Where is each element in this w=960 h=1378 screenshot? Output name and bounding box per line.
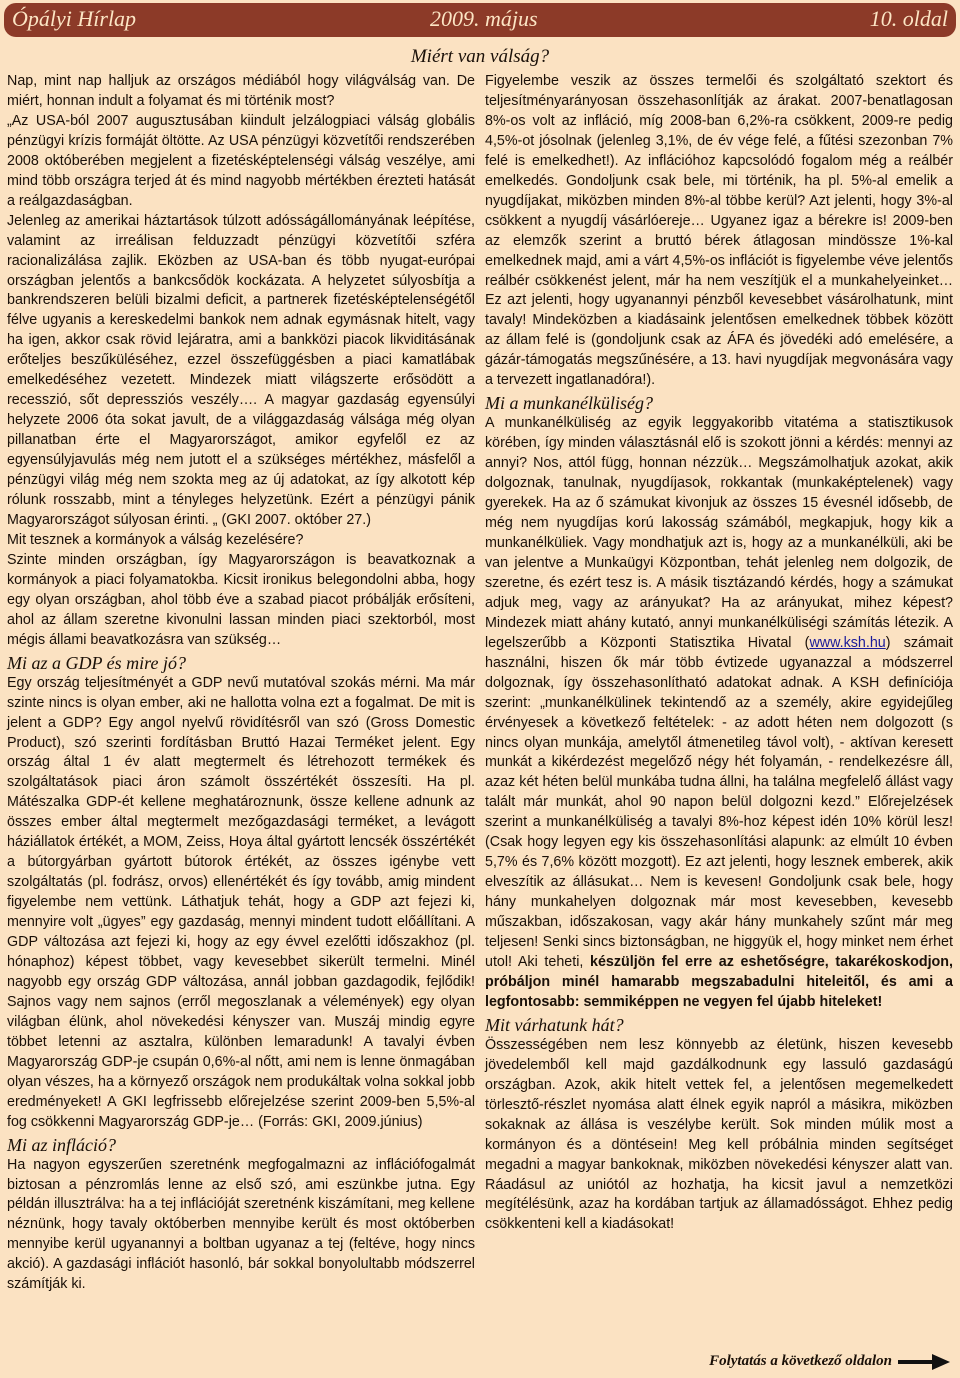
left-column <box>7 72 475 1295</box>
paragraph-question: Mit tesznek a kormányok a válság kezelésére? <box>7 531 304 548</box>
paragraph-governments: Szinte minden országban, így Magyarországon is beavatkoznak a kormányok a piaci folyamatokba. Kicsit ironikus belegondolni abba, hogy egy olyan országban, ahol több éve a szabad piacot próbálják erősíteni, ahol az állam szeretne kivonulni lassan minden piaci szektorból, most mégis állami beavatkozásra van szükség… <box>7 551 475 648</box>
unemployment-text-a: A munkanélküliség az egyik leggyakoribb vitatéma a statisztikusok körében, így minden választásnál elő is szokott jönni a kérdés: mennyi az annyi? Nos, attól függ, honnan nézzük… Megszámolhatjuk azokat, akik dolgoznak, tanulnak, nyugdíjasok, rokkantak (munkaképtelenek) vagy gyerekek. Ha az ő számukat kivonjuk az összes 15 évesnél idősebb, de még nem nyugdíjas korú lakosság számából, megkapjuk, hogy kik a munkanélküliek. Vagy mondhatjuk azt is, hogy az a munkanélküli, aki be van jelentve a Munkaügyi Központban, tehát jelenleg nem dolgozik, de szeretne, és ezért tesz is. A másik tisztázandó kérdés, hogy a számukat adjuk meg, vagy az arányukat? Ha az arányukat, mihez képest? Mindezek miatt ahány kutató, annyi munkanélküliségi számítás létezik. A legelszerűbb a Központi Statisztika Hivatal ( <box>485 415 953 651</box>
paragraph-unemployment <box>485 414 953 1013</box>
paragraph-intro: Nap, mint nap halljuk az országos médiából hogy világválság van. De miért, honnan indult a folyamat és mi történik most? <box>7 73 475 109</box>
right-column <box>485 72 953 1235</box>
heading-unemployment: Mi a munkanélküliség? <box>485 393 653 414</box>
issue-date: 2009. május <box>430 6 538 31</box>
heading-inflation: Mi az infláció? <box>7 1134 116 1155</box>
paragraph-inflation: Ha nagyon egyszerűen szeretnénk megfogalmazni az inflációfogalmát biztosan a pénzromlás lenne az első szó, ami eszünkbe jutna. Egy példán illusztrálva: ha a tej inflációját szeretnénk kiszámítani, meg kellene néznünk, hogy tavaly októberben mennyibe került és most októberben mennyibe kerül ugyanannyi a boltban ugyanaz a tej (feltéve, hogy nincs akció). A gazdasági inflációt hasonló, bár sokkal bonyolultabb módszerrel számítják ki. <box>7 1156 475 1293</box>
page-header <box>4 3 956 37</box>
page-number: 10. oldal <box>869 6 948 31</box>
continue-notice[interactable] <box>709 1353 950 1370</box>
unemployment-advice: készüljön fel erre az eshetőségre, takarékoskodjon, próbáljon minél hamarabb megszabadulni hiteleitől, és ami a legfontosabb: semmiképpen ne vegyen fel újabb hiteleket! <box>485 953 953 1010</box>
unemployment-text-b: ) számait használni, hiszen ők már több évtizede ugyanazzal a módszerrel dolgoznak, így összehasonlítható adatokat adnak. A KSH definíciója szerint: „munkanélkülinek tekintendő az a személy, akire egyidejűleg érvényesek a következő feltételek: - az adott héten nem dolgozott (s nincs olyan munkája, amelytől átmenetileg távol volt), - aktívan keresett munkát a kikérdezést megelőző négy hét folyamán, - rendelkezésre áll, azaz két héten belül munkába tudna állni, ha találna megfelelő állást vagy talált már munkát, ahol 90 napon belül dolgozni kezd.” Előrejelzések szerint a munkanélküliség a tavalyi 8%-hoz képest idén 10% körül lesz! (Csak hogy legyen egy kis összehasonlítási alapunk: az elmúlt 10 évben 5,7% és 7,6% között mozgott). Ez azt jelenti, hogy lesznek emberek, akik elveszítik az állásukat… Nem is kevesen! Gondoljunk csak bele, hogy hány munkahelyen dolgoznak már most kevesebben, kevesebb műszakban, időszakosan, vagy akár hány munkahely szűnt már meg teljesen! Senki sincs biztonságban, ne higgyük el, hogy minket nem érhet utol! Aki teheti, <box>485 634 953 970</box>
ksh-link[interactable]: www.ksh.hu <box>809 634 886 651</box>
newspaper-name: Ópályi Hírlap <box>12 6 137 31</box>
paragraph-expectations: Összességében nem lesz könnyebb az életünk, hiszen kevesebb jövedelemből kell majd gazdálkodnunk egy lassuló gazdaságú országban. Azok, akik hitelt vettek fel, a jelentősen megemelkedett törlesztő-részlet nyomása alatt élnek egyik napról a másikra, miközben sokaknak az állása is veszélybe került. Sok minden múlik most a kormányon és a döntésein! Meg kell próbálnia minden segítséget megadni a magyar bankoknak, miközben növekedési kényszer alatt van. Ráadásul az uniótól az hozhatja, ha kicsit javul a nemzetközi megítélésünk, azaz ha kordában tartjuk az államadósságot. Ehhez pedig csökkenteni kell a kiadásokat! <box>485 1036 953 1233</box>
paragraph-inflation-cont: Figyelembe veszik az összes termelői és szolgáltató szektort és teljesítményarányosan összehasonlítják az árakat. 2007-benatlagosan 8%-os volt az infláció, míg 2008-ban 6,2%-ra csökkent, 2009-re pedig 4,5%-ot jósolnak (jelenleg 3,1%, de év vége felé, a fűtési szezonban 7% felé is emelkedhet!). Az inflációhoz kapcsolódó fogalom még a reálbér emelkedés. Gondoljunk csak bele, mi történik, ha pl. 5%-al emelik a nyugdíjakat, miközben minden 8%-al többe kerül? Azt jelenti, hogy 3%-al csökkent a nyugdíj vásárlóereje… Ugyanez igaz a bérekre is! 2009-ben az elemzők szerint a bruttó bérek átlagosan mindössze 1%-kal emelkednek majd, ami a várt 4,5%-os inflációt is figyelembe véve jelentős reálbér csökkenést jelent, már ha nem veszítjük el a munkahelyeinket… Ez azt jelenti, hogy ugyanannyi pénzből kevesebbet vásárolhatunk, mint tavaly! Mindeközben a kiadásaink jelentősen emelkednek többek között az állam felé is (gondoljunk csak az ÁFA és jövedéki adó emelésére, a gázár-támogatás megszűnésére, a 13. havi nyugdíjak megvonására vagy a tervezett ingatlanadóra!). <box>485 73 953 389</box>
heading-expectations: Mit várhatunk hát? <box>485 1014 624 1035</box>
article-title: Miért van válság? <box>410 46 550 67</box>
continue-text: Folytatás a következő oldalon <box>709 1353 892 1369</box>
paragraph-gdp: Egy ország teljesítményét a GDP nevű mutatóval szokás mérni. Ma már szinte nincs is olyan ember, aki ne hallotta volna ezt a fogalmat. De mit is jelent a GDP? Egy angol nyelvű rövidítésről van szó (Gross Domestic Product), szó szerinti fordításban Bruttó Hazai Terméket jelent. Egy ország által 1 év alatt megtermelt és létrehozott termékek és szolgáltatások piaci áron számolt összértékét összesíti. Ha pl. Mátészalka GDP-ét kellene meghatároznunk, össze kellene adnunk az összes ember által megtermelt mezőgazdasági terméket, a levágott háziállatok értékét, a MOM, Zeiss, Hoya által gyártott lencsék összértékét a bútorgyárban gyártott bútorok értékét, az összes igénybe vett szolgáltatás (pl. fodrász, orvos) ellenértékét és így tovább, amig mindent figyelembe nem vettünk. Láthatjuk tehát, hogy a GDP azt fejezi ki, mennyire volt „ügyes” egy gazdaság, mennyi mindent tudott előállítani. A GDP változása azt fejezi ki, hogy az egy évvel ezelőtti időszakhoz (pl. hónaphoz) képest többet, vagy kevesebbet sikerült termelni. Minél nagyobb egy ország GDP változása, annál jobban gazdagodik, fejlődik! Sajnos vagy nem sajnos (erről megoszlanak a vélemények) egy olyan világban élünk, ahol növekedési kényszer van. Muszáj mindig egyre többet letenni az asztalra, különben lemaradunk! A tavalyi évben Magyarország GDP-je csupán 0,6%-al nőtt, ami nem is lenne önmagában olyan vészes, ha a környező országok nem produkáltak volna sokkal jobb eredményeket! A GKI legfrissebb előrejelzése szerint 2009-ben 5,5%-al fog csökkenni Magyarország GDP-je… (Forrás: GKI, 2009.június) <box>7 674 475 1130</box>
paragraph-quote-1: „Az USA-ból 2007 augusztusában kiindult jelzálogpiaci válság globális pénzügyi krízis formáját öltötte. Az USA pénzügyi közvetítői rendszerében 2008 októberében megjelent a fizetésképtelenségi válság veszélye, ami mind több országra terjed át és mind nagyobb mértékben érezteti hatását a reálgazdaságban. <box>7 112 475 209</box>
arrow-right-icon <box>898 1354 950 1370</box>
heading-gdp: Mi az a GDP és mire jó? <box>7 652 186 673</box>
paragraph-quote-2: Jelenleg az amerikai háztartások túlzott adósságállományának leépítése, valamint az irreálisan felduzzadt pénzügyi közvetítői szféra racionalizálása zajlik. Eközben az USA-ban és több nyugat-európai országban jelentős a bankcsődök kockázata. A helyzetet súlyosbítja a bankrendszeren belüli bizalmi deficit, a partnerek fizetésképtelenségétől félve ugyanis a kereskedelmi bankok nem adnak egymásnak hitelt, vagy ha igen, akkor csak rövid lejáratra, ami a bankközi piacok likviditásának erőteljes beszűküléséhez, ezzel összefüggésben a piaci kamatlábak emelkedéséhez vezetett. Mindezek miatt világszerte erősödött a recesszió, sőt depressziós veszély…. A magyar gazdaság egyensúlyi helyzete 2006 óta sokat javult, de a világgazdaság válsága még olyan pillanatban érte el Magyarországot, amikor egyfelől ez az egyensúlyjavulás még nem jutott el a szükséges mértékhez, másfelől a pénzügyi világ még nem szokta meg az új adatokat, az így alkotott kép rólunk rosszabb, mint a tényleges helyzetünk. Ezért a pénzügyi pánik Magyarországot súlyosan érinti. „ (GKI 2007. október 27.) <box>7 212 475 528</box>
